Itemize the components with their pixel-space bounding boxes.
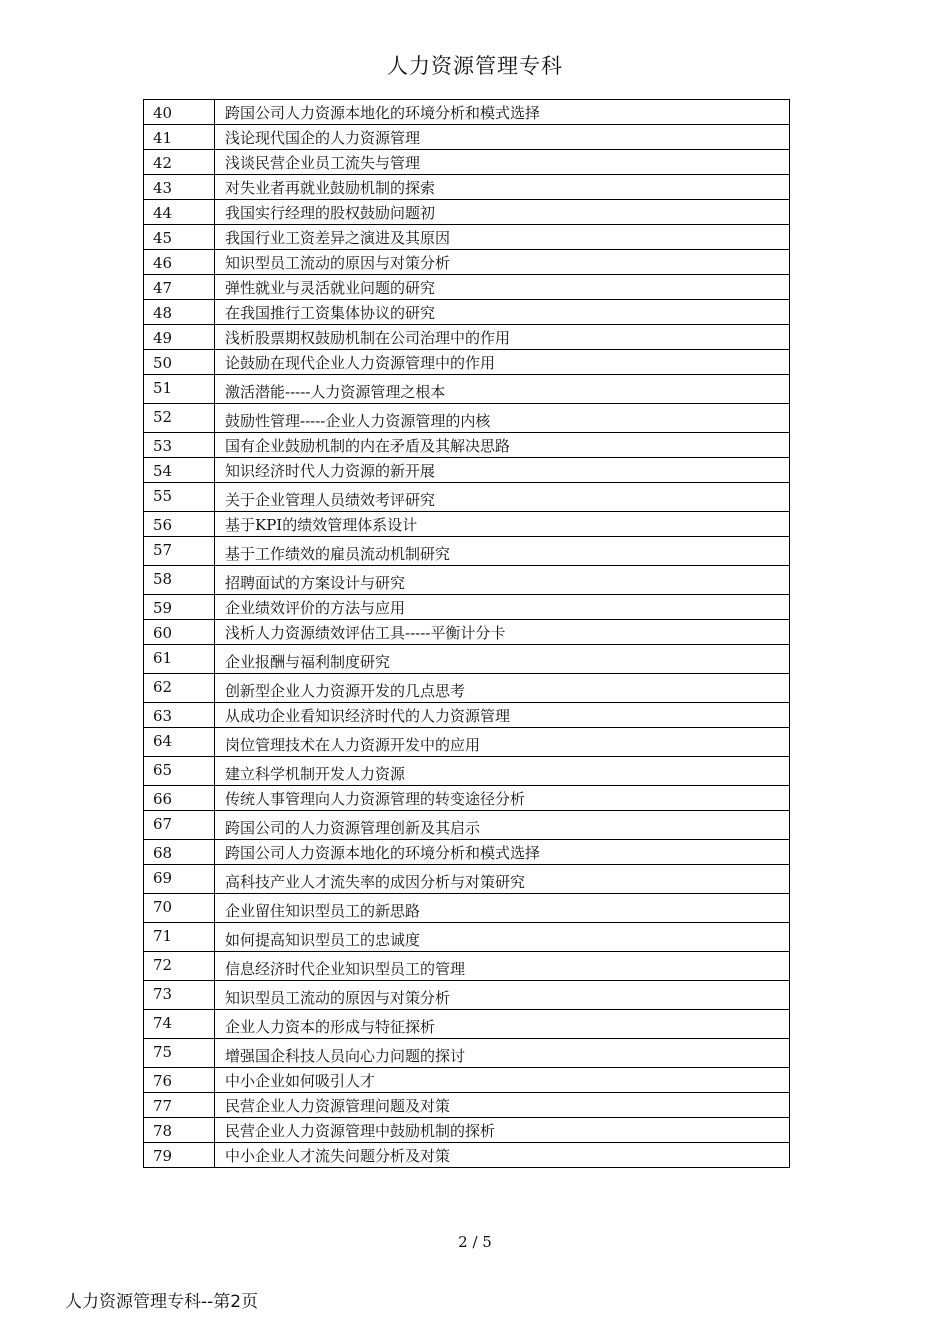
row-number: 76 [144,1068,215,1093]
table-row [144,728,790,757]
table-row [144,894,790,923]
topic-title: 知识型员工流动的原因与对策分析 [215,250,790,275]
row-number: 45 [144,225,215,250]
table-row [144,840,790,865]
topic-title: 鼓励性管理-----企业人力资源管理的内核 [215,404,790,433]
table-row [144,566,790,595]
row-number: 59 [144,595,215,620]
row-number: 57 [144,537,215,566]
row-number: 65 [144,757,215,786]
topic-title: 岗位管理技术在人力资源开发中的应用 [215,728,790,757]
topic-title: 浅析人力资源绩效评估工具-----平衡计分卡 [215,620,790,645]
table-row [144,1118,790,1143]
topic-title: 弹性就业与灵活就业问题的研究 [215,275,790,300]
table-row [144,175,790,200]
topic-title: 建立科学机制开发人力资源 [215,757,790,786]
topic-title: 传统人事管理向人力资源管理的转变途径分析 [215,786,790,811]
row-number: 68 [144,840,215,865]
table-row [144,458,790,483]
topic-title: 创新型企业人力资源开发的几点思考 [215,674,790,703]
table-row [144,674,790,703]
table-row [144,325,790,350]
topic-title: 浅论现代国企的人力资源管理 [215,125,790,150]
table-row [144,350,790,375]
table-row [144,1068,790,1093]
table-row [144,537,790,566]
topic-title: 关于企业管理人员绩效考评研究 [215,483,790,512]
page-title: 人力资源管理专科 [387,54,563,78]
table-row [144,1143,790,1168]
row-number: 56 [144,512,215,537]
topic-title: 跨国公司人力资源本地化的环境分析和模式选择 [215,100,790,125]
topic-title: 民营企业人力资源管理中鼓励机制的探析 [215,1118,790,1143]
table-row [144,433,790,458]
topic-title: 激活潜能-----人力资源管理之根本 [215,375,790,404]
row-number: 50 [144,350,215,375]
row-number: 60 [144,620,215,645]
table-row [144,620,790,645]
topic-title: 高科技产业人才流失率的成因分析与对策研究 [215,865,790,894]
row-number: 77 [144,1093,215,1118]
row-number: 61 [144,645,215,674]
topic-title: 浅析股票期权鼓励机制在公司治理中的作用 [215,325,790,350]
table-row [144,1039,790,1068]
table-row [144,225,790,250]
row-number: 66 [144,786,215,811]
topic-title: 基于工作绩效的雇员流动机制研究 [215,537,790,566]
row-number: 71 [144,923,215,952]
thesis-topic-table [143,99,790,1168]
table-row [144,512,790,537]
table-row [144,150,790,175]
topic-title: 如何提高知识型员工的忠诚度 [215,923,790,952]
topic-title: 企业人力资本的形成与特征探析 [215,1010,790,1039]
topic-title: 增强国企科技人员向心力问题的探讨 [215,1039,790,1068]
table-row [144,786,790,811]
row-number: 69 [144,865,215,894]
footer-label: 人力资源管理专科--第2页 [65,1292,259,1312]
topic-title: 从成功企业看知识经济时代的人力资源管理 [215,703,790,728]
topic-title: 国有企业鼓励机制的内在矛盾及其解决思路 [215,433,790,458]
row-number: 64 [144,728,215,757]
row-number: 49 [144,325,215,350]
table-row [144,757,790,786]
row-number: 62 [144,674,215,703]
row-number: 74 [144,1010,215,1039]
table-row [144,200,790,225]
topic-title: 民营企业人力资源管理问题及对策 [215,1093,790,1118]
row-number: 63 [144,703,215,728]
topic-title: 知识经济时代人力资源的新开展 [215,458,790,483]
table-row [144,811,790,840]
row-number: 41 [144,125,215,150]
topic-title: 企业留住知识型员工的新思路 [215,894,790,923]
row-number: 75 [144,1039,215,1068]
row-number: 73 [144,981,215,1010]
table-row [144,404,790,433]
topic-title: 跨国公司人力资源本地化的环境分析和模式选择 [215,840,790,865]
row-number: 51 [144,375,215,404]
table-row [144,1010,790,1039]
row-number: 78 [144,1118,215,1143]
topic-title: 中小企业如何吸引人才 [215,1068,790,1093]
row-number: 47 [144,275,215,300]
row-number: 72 [144,952,215,981]
table-row [144,923,790,952]
table-row [144,125,790,150]
topic-title: 企业绩效评价的方法与应用 [215,595,790,620]
topic-title: 我国行业工资差异之演进及其原因 [215,225,790,250]
row-number: 79 [144,1143,215,1168]
row-number: 46 [144,250,215,275]
row-number: 40 [144,100,215,125]
topic-title: 知识型员工流动的原因与对策分析 [215,981,790,1010]
table-row [144,703,790,728]
row-number: 53 [144,433,215,458]
table-row [144,952,790,981]
table-row [144,1093,790,1118]
row-number: 67 [144,811,215,840]
page-number: 2 / 5 [458,1233,492,1251]
topic-title: 在我国推行工资集体协议的研究 [215,300,790,325]
topic-title: 跨国公司的人力资源管理创新及其启示 [215,811,790,840]
row-number: 48 [144,300,215,325]
row-number: 70 [144,894,215,923]
row-number: 52 [144,404,215,433]
topic-title: 企业报酬与福利制度研究 [215,645,790,674]
topic-title: 招聘面试的方案设计与研究 [215,566,790,595]
table-row [144,595,790,620]
table-row [144,865,790,894]
row-number: 43 [144,175,215,200]
table-row [144,275,790,300]
table-row [144,250,790,275]
topic-title: 对失业者再就业鼓励机制的探索 [215,175,790,200]
topic-title: 浅谈民营企业员工流失与管理 [215,150,790,175]
table-body [144,100,790,1168]
row-number: 58 [144,566,215,595]
topic-title: 中小企业人才流失问题分析及对策 [215,1143,790,1168]
table-row [144,375,790,404]
topic-title: 我国实行经理的股权鼓励问题初 [215,200,790,225]
table-row [144,483,790,512]
table-row [144,981,790,1010]
topic-title: 论鼓励在现代企业人力资源管理中的作用 [215,350,790,375]
topic-title: 基于KPI的绩效管理体系设计 [215,512,790,537]
row-number: 42 [144,150,215,175]
row-number: 54 [144,458,215,483]
table-row [144,645,790,674]
table-row [144,300,790,325]
row-number: 55 [144,483,215,512]
row-number: 44 [144,200,215,225]
table-row [144,100,790,125]
topic-title: 信息经济时代企业知识型员工的管理 [215,952,790,981]
